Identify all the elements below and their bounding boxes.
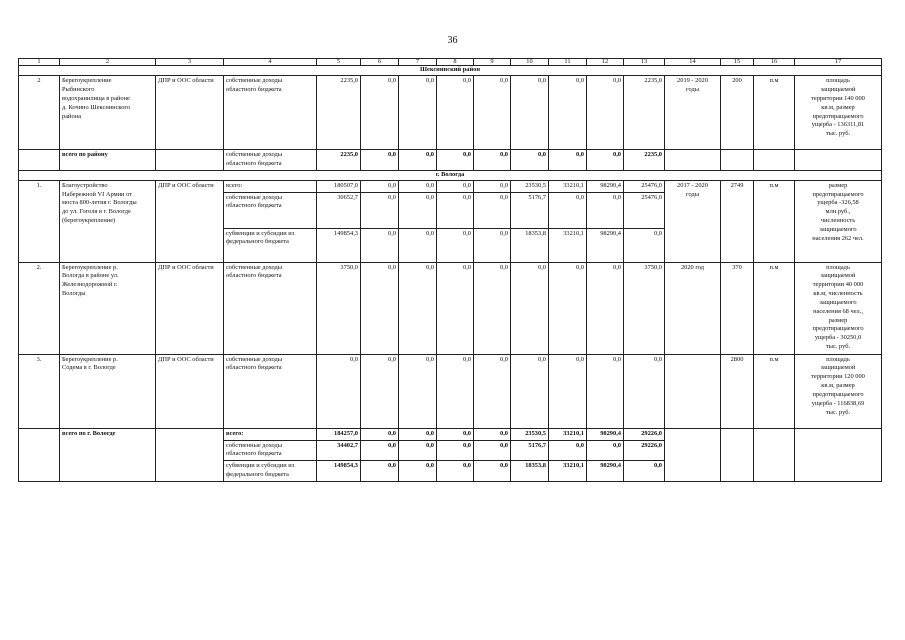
value-cell: 0,0 bbox=[511, 262, 549, 354]
value-cell: 3750,0 bbox=[624, 262, 665, 354]
value-cell: 25476,0 bbox=[624, 192, 665, 228]
value-cell: 184257,0 bbox=[317, 428, 361, 440]
quantity-cell: 370 bbox=[721, 262, 754, 354]
funding-source: собственные доходы областного бюджета bbox=[224, 76, 317, 150]
value-cell: 0,0 bbox=[474, 428, 511, 440]
value-cell: 25476,0 bbox=[624, 180, 665, 192]
unit-cell: п.м bbox=[754, 76, 795, 150]
years-cell: 2020 год bbox=[665, 262, 721, 354]
value-cell: 0,0 bbox=[361, 440, 399, 461]
value-cell: 0,0 bbox=[549, 354, 587, 428]
executor-text: ДПР и ООС области bbox=[158, 181, 214, 189]
column-number: 6 bbox=[361, 59, 399, 66]
unit-cell: п.м bbox=[754, 180, 795, 262]
value-cell: 0,0 bbox=[474, 354, 511, 428]
row-number: 2. bbox=[19, 262, 60, 354]
value-cell: 0,0 bbox=[361, 262, 399, 354]
funding-source: собственные доходы областного бюджета bbox=[224, 192, 317, 228]
funding-source: всего: bbox=[224, 428, 317, 440]
value-cell: 0,0 bbox=[361, 228, 399, 262]
program-table bbox=[18, 58, 882, 482]
table-row bbox=[19, 354, 882, 428]
total-row bbox=[19, 150, 882, 171]
row-number: 2 bbox=[19, 76, 60, 150]
years-cell: 2017 - 2020 годы bbox=[665, 180, 721, 262]
executor-text: ДПР и ООС области bbox=[158, 355, 214, 363]
funding-source: собственные доходы областного бюджета bbox=[224, 262, 317, 354]
value-cell: 180507,0 bbox=[317, 180, 361, 192]
value-cell: 34402,7 bbox=[317, 440, 361, 461]
funding-source: всего: bbox=[224, 180, 317, 192]
column-number: 4 bbox=[224, 59, 317, 66]
executor bbox=[156, 180, 224, 262]
value-cell: 0,0 bbox=[474, 228, 511, 262]
value-cell: 0,0 bbox=[399, 461, 437, 482]
value-cell: 5176,7 bbox=[511, 440, 549, 461]
column-number: 16 bbox=[754, 59, 795, 66]
value-cell: 29226,0 bbox=[624, 428, 665, 440]
section-title: г. Вологда bbox=[19, 170, 882, 180]
value-cell: 0,0 bbox=[399, 150, 437, 171]
value-cell: 0,0 bbox=[474, 76, 511, 150]
value-cell: 33210,1 bbox=[549, 428, 587, 440]
value-cell: 149854,3 bbox=[317, 228, 361, 262]
value-cell: 0,0 bbox=[437, 262, 474, 354]
value-cell: 0,0 bbox=[474, 180, 511, 192]
column-number: 8 bbox=[437, 59, 474, 66]
table-row bbox=[19, 262, 882, 354]
years-cell bbox=[665, 354, 721, 428]
section-title: Шекснинский район bbox=[19, 66, 882, 76]
column-number: 1 bbox=[19, 59, 60, 66]
quantity-cell: 200 bbox=[721, 76, 754, 150]
funding-source: собственные доходы областного бюджета bbox=[224, 440, 317, 461]
value-cell: 0,0 bbox=[587, 192, 624, 228]
value-cell: 2235,0 bbox=[624, 150, 665, 171]
value-cell: 98290,4 bbox=[587, 180, 624, 192]
page-number: 36 bbox=[447, 35, 458, 46]
measure-name: Благоустройство Набережной VI Армии от моста 800-летия г. Вологды до ул. Гоголя в г. Вологде (берегоукрепление) bbox=[60, 180, 156, 262]
value-cell: 98290,4 bbox=[587, 428, 624, 440]
value-cell: 0,0 bbox=[624, 228, 665, 262]
value-cell: 2235,0 bbox=[317, 76, 361, 150]
executor-text: ДПР и ООС области bbox=[158, 77, 214, 85]
value-cell: 33210,1 bbox=[549, 228, 587, 262]
value-cell: 18353,8 bbox=[511, 461, 549, 482]
column-number: 13 bbox=[624, 59, 665, 66]
section-header-row bbox=[19, 170, 882, 180]
column-number: 7 bbox=[399, 59, 437, 66]
value-cell: 0,0 bbox=[511, 76, 549, 150]
value-cell: 0,0 bbox=[361, 180, 399, 192]
value-cell: 0,0 bbox=[587, 262, 624, 354]
value-cell: 0,0 bbox=[437, 228, 474, 262]
value-cell: 0,0 bbox=[361, 150, 399, 171]
value-cell: 0,0 bbox=[399, 192, 437, 228]
value-cell: 0,0 bbox=[437, 180, 474, 192]
value-cell: 0,0 bbox=[624, 461, 665, 482]
quantity-cell: 2749 bbox=[721, 180, 754, 262]
row-number: 1. bbox=[19, 180, 60, 262]
value-cell: 0,0 bbox=[587, 354, 624, 428]
unit-cell: п.м bbox=[754, 354, 795, 428]
value-cell: 0,0 bbox=[361, 354, 399, 428]
executor-text: ДПР и ООС области bbox=[158, 263, 214, 271]
value-cell: 0,0 bbox=[437, 428, 474, 440]
value-cell: 33210,1 bbox=[549, 180, 587, 192]
result-cell: площадь защищаемой территории 140 000 кв.м, размер предотвращаемого ущерба - 136311,81 тыс. руб. bbox=[795, 76, 882, 150]
value-cell: 0,0 bbox=[549, 262, 587, 354]
value-cell: 0,0 bbox=[361, 76, 399, 150]
column-number: 10 bbox=[511, 59, 549, 66]
value-cell: 18353,8 bbox=[511, 228, 549, 262]
column-number-row bbox=[19, 59, 882, 66]
column-number: 12 bbox=[587, 59, 624, 66]
years-cell: 2019 - 2020 годы bbox=[665, 76, 721, 150]
value-cell: 0,0 bbox=[437, 354, 474, 428]
value-cell: 0,0 bbox=[361, 461, 399, 482]
value-cell: 0,0 bbox=[399, 76, 437, 150]
column-number: 2 bbox=[60, 59, 156, 66]
value-cell: 2235,0 bbox=[624, 76, 665, 150]
value-cell: 0,0 bbox=[399, 228, 437, 262]
value-cell: 0,0 bbox=[587, 150, 624, 171]
value-cell: 0,0 bbox=[437, 192, 474, 228]
quantity-cell: 2800 bbox=[721, 354, 754, 428]
value-cell: 0,0 bbox=[474, 461, 511, 482]
result-cell: площадь защищаемой территории 40 000 кв.м, численность защищаемого населения 68 чел., размер предотвращаемого ущерба - 30250,0 тыс. руб. bbox=[795, 262, 882, 354]
executor bbox=[156, 262, 224, 354]
value-cell: 0,0 bbox=[549, 192, 587, 228]
column-number: 9 bbox=[474, 59, 511, 66]
value-cell: 2235,0 bbox=[317, 150, 361, 171]
value-cell: 0,0 bbox=[511, 354, 549, 428]
value-cell: 0,0 bbox=[474, 150, 511, 171]
value-cell: 0,0 bbox=[474, 192, 511, 228]
result-cell: размер предотвращаемого ущерба -326,58 млн.руб., численность защищаемого населения 262 чел. bbox=[795, 180, 882, 262]
executor bbox=[156, 76, 224, 150]
funding-source: собственные доходы областного бюджета bbox=[224, 150, 317, 171]
measure-name: Берегоукрепление р. Содема в г. Вологде bbox=[60, 354, 156, 428]
value-cell: 3750,0 bbox=[317, 262, 361, 354]
value-cell: 0,0 bbox=[587, 76, 624, 150]
executor bbox=[156, 354, 224, 428]
measure-name: Берегоукрепление р. Вологда в районе ул. Железнодорожной г. Вологды bbox=[60, 262, 156, 354]
value-cell: 0,0 bbox=[474, 440, 511, 461]
value-cell: 23530,5 bbox=[511, 428, 549, 440]
value-cell: 0,0 bbox=[317, 354, 361, 428]
section-header-row bbox=[19, 66, 882, 76]
value-cell: 0,0 bbox=[624, 354, 665, 428]
value-cell: 0,0 bbox=[437, 461, 474, 482]
funding-source: субвенции и субсидии из федерального бюджета bbox=[224, 228, 317, 262]
value-cell: 0,0 bbox=[361, 428, 399, 440]
column-number: 5 bbox=[317, 59, 361, 66]
funding-source: собственные доходы областного бюджета bbox=[224, 354, 317, 428]
column-number: 11 bbox=[549, 59, 587, 66]
value-cell: 0,0 bbox=[399, 262, 437, 354]
row-number: 3. bbox=[19, 354, 60, 428]
value-cell: 0,0 bbox=[437, 76, 474, 150]
column-number: 3 bbox=[156, 59, 224, 66]
value-cell: 0,0 bbox=[549, 76, 587, 150]
value-cell: 23530,5 bbox=[511, 180, 549, 192]
total-label: всего по району bbox=[60, 150, 156, 171]
value-cell: 0,0 bbox=[399, 354, 437, 428]
value-cell: 0,0 bbox=[399, 180, 437, 192]
value-cell: 0,0 bbox=[549, 440, 587, 461]
value-cell: 0,0 bbox=[587, 440, 624, 461]
table-row bbox=[19, 180, 882, 192]
unit-cell: п.м bbox=[754, 262, 795, 354]
funding-source: субвенции и субсидии из федерального бюджета bbox=[224, 461, 317, 482]
value-cell: 33210,1 bbox=[549, 461, 587, 482]
value-cell: 30652,7 bbox=[317, 192, 361, 228]
total-label: всего по г. Вологде bbox=[60, 428, 156, 481]
value-cell: 5176,7 bbox=[511, 192, 549, 228]
value-cell: 0,0 bbox=[399, 440, 437, 461]
value-cell: 0,0 bbox=[437, 440, 474, 461]
table-row bbox=[19, 76, 882, 150]
column-number: 17 bbox=[795, 59, 882, 66]
value-cell: 0,0 bbox=[361, 192, 399, 228]
value-cell: 0,0 bbox=[511, 150, 549, 171]
value-cell: 0,0 bbox=[474, 262, 511, 354]
total-row bbox=[19, 428, 882, 440]
value-cell: 0,0 bbox=[437, 150, 474, 171]
value-cell: 98290,4 bbox=[587, 228, 624, 262]
value-cell: 0,0 bbox=[549, 150, 587, 171]
value-cell: 29226,0 bbox=[624, 440, 665, 461]
value-cell: 149854,3 bbox=[317, 461, 361, 482]
value-cell: 0,0 bbox=[399, 428, 437, 440]
column-number: 14 bbox=[665, 59, 721, 66]
value-cell: 98290,4 bbox=[587, 461, 624, 482]
measure-name: Берегоукрепление Рыбинского водохранилища в районе д. Кочино Шекснинского района bbox=[60, 76, 156, 150]
result-cell: площадь защищаемой территории 120 000 кв.м, размер предотвращаемого ущерба - 116838,69 тыс. руб. bbox=[795, 354, 882, 428]
column-number: 15 bbox=[721, 59, 754, 66]
